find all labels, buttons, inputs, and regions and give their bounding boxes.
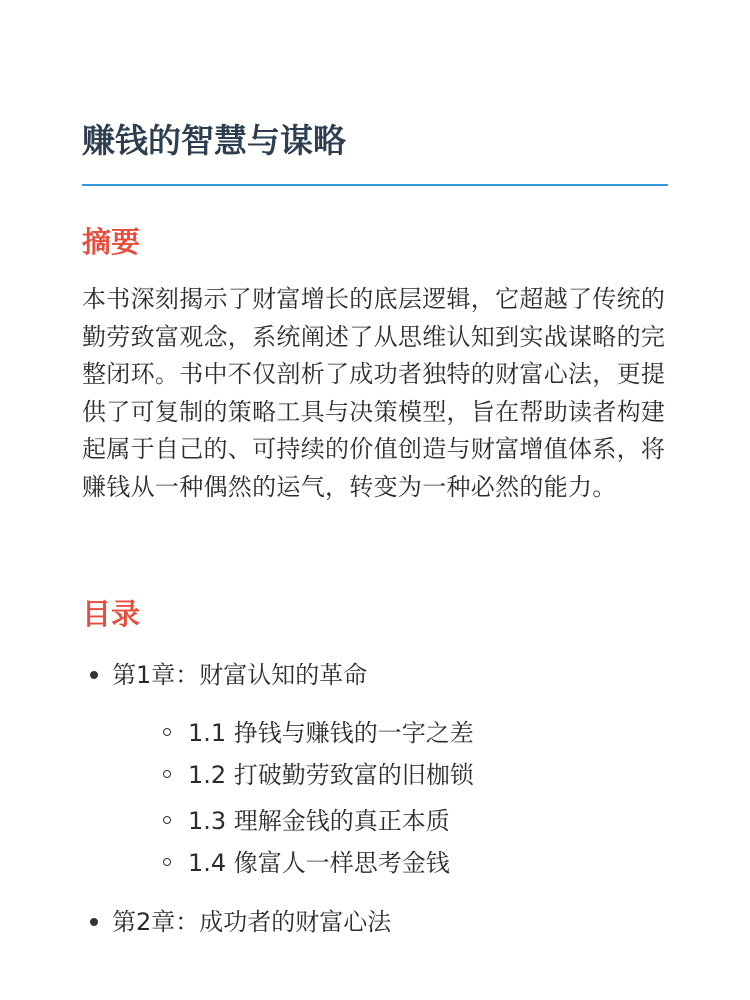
toc-heading: 目录 (82, 597, 141, 631)
toc-section-1-1[interactable]: 1.1 挣钱与赚钱的一字之差 (188, 716, 474, 750)
toc-chapter-1[interactable]: 第1章：财富认知的革命 (112, 658, 367, 692)
toc-section-1-4[interactable]: 1.4 像富人一样思考金钱 (188, 846, 450, 880)
abstract-heading: 摘要 (82, 225, 141, 259)
toc-chapter-2[interactable]: 第2章：成功者的财富心法 (112, 905, 391, 939)
toc-section-1-3[interactable]: 1.3 理解金钱的真正本质 (188, 804, 450, 838)
toc-section-1-2[interactable]: 1.2 打破勤劳致富的旧枷锁 (188, 758, 474, 792)
title-divider (82, 184, 668, 186)
page-title: 赚钱的智慧与谋略 (82, 121, 346, 160)
abstract-paragraph: 本书深刻揭示了财富增长的底层逻辑，它超越了传统的勤劳致富观念，系统阐述了从思维认知到实战谋略的完整闭环。书中不仅剖析了成功者独特的财富心法，更提供了可复制的策略工具与决策模型，旨在帮助读者构建起属于自己的、可持续的价值创造与财富增值体系，将赚钱从一种偶然的运气，转变为一种必然的能力。 (82, 285, 666, 501)
